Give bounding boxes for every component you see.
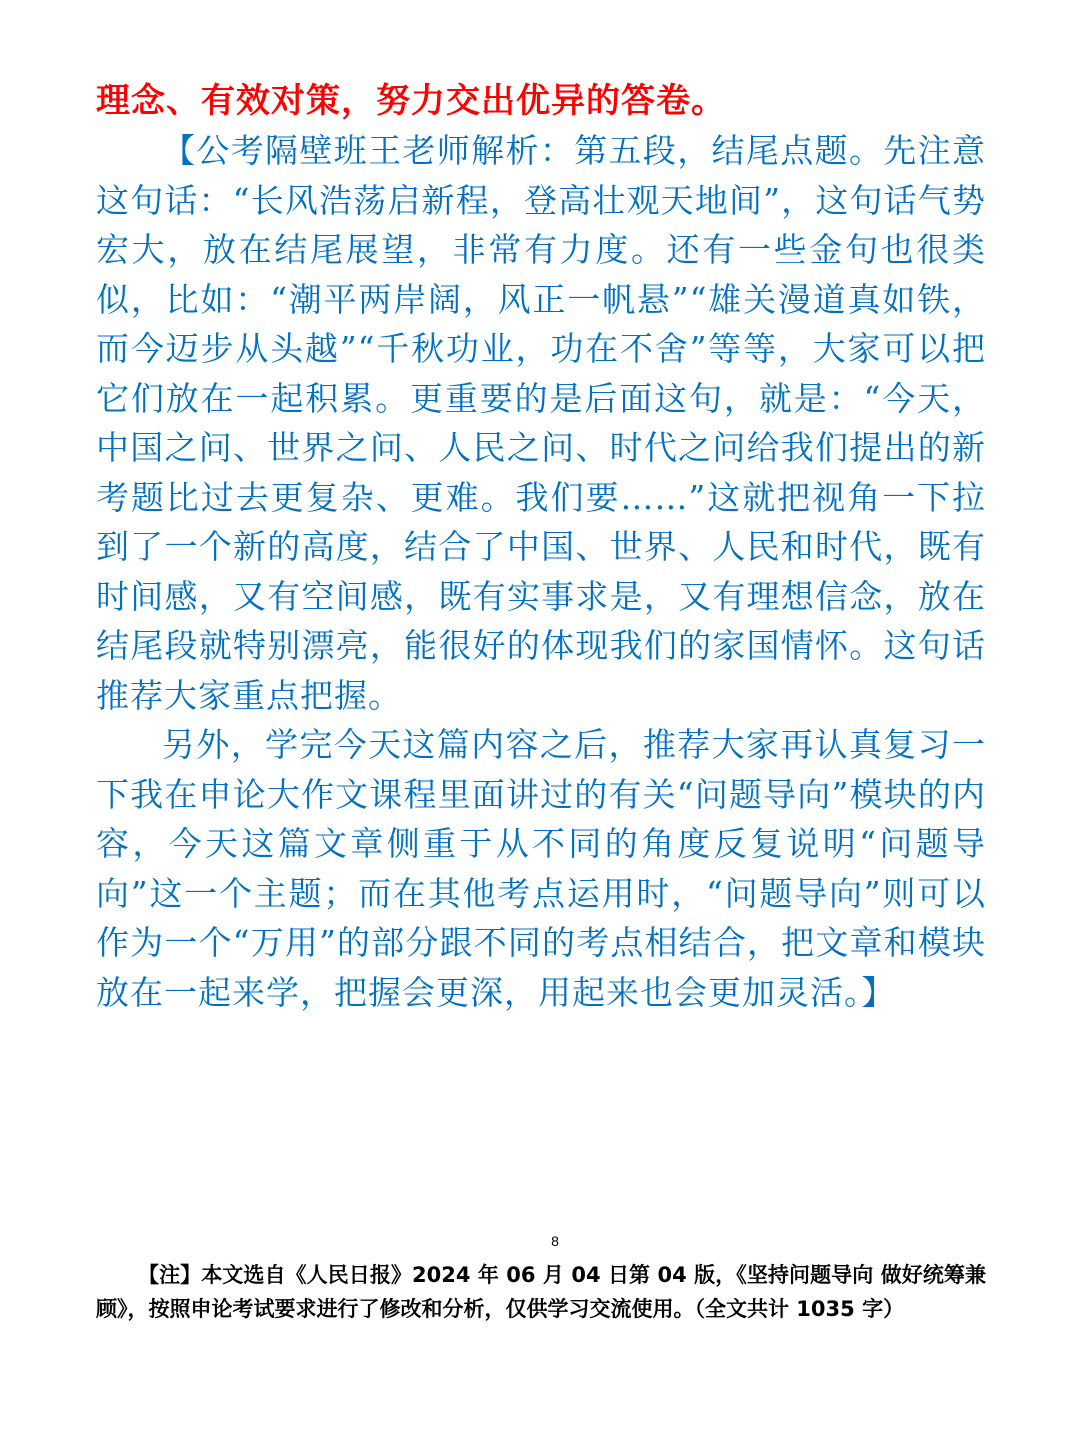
teacher-analysis bbox=[96, 126, 986, 1017]
page-number: 8 bbox=[551, 1233, 559, 1249]
analysis-paragraph-2: 另外，学完今天这篇内容之后，推荐大家再认真复习一下我在申论大作文课程里面讲过的有关“问题导向”模块的内容，今天这篇文章侧重于从不同的角度反复说明“问题导向”这一个主题；而在其他考点运用时，“问题导向”则可以作为一个“万用”的部分跟不同的考点相结合，把文章和模块放在一起来学，把握会更深，用起来也会更加灵活。】 bbox=[96, 725, 986, 1012]
conclusion-sentence: 理念、有效对策，努力交出优异的答卷。 bbox=[96, 81, 726, 121]
source-footnote: 【注】本文选自《人民日报》2024 年 06 月 04 日第 04 版，《坚持问题导向 做好统筹兼顾》，按照申论考试要求进行了修改和分析，仅供学习交流使用。（全文共计 1035 字） bbox=[96, 1263, 986, 1321]
analysis-paragraph-1: 【公考隔壁班王老师解析：第五段，结尾点题。先注意这句话：“长风浩荡启新程，登高壮观天地间”，这句话气势宏大，放在结尾展望，非常有力度。还有一些金句也很类似，比如：“潮平两岸阔，风正一帆悬”“雄关漫道真如铁，而今迈步从头越”“千秋功业，功在不舍”等等，大家可以把它们放在一起积累。更重要的是后面这句，就是：“今天，中国之问、世界之问、人民之问、时代之问给我们提出的新考题比过去更复杂、更难。我们要……”这就把视角一下拉到了一个新的高度，结合了中国、世界、人民和时代，既有时间感，又有空间感，既有实事求是，又有理想信念，放在结尾段就特别漂亮，能很好的体现我们的家国情怀。这句话推荐大家重点把握。 bbox=[96, 131, 986, 715]
